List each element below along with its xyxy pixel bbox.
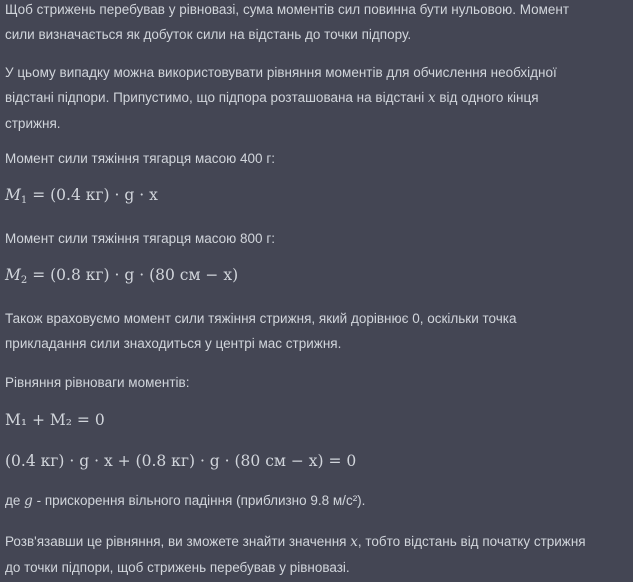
- paragraph-2-line-2-start: відстані підпори. Припустимо, що підпора розташована на відстані: [5, 90, 425, 105]
- equation-2-symbol: M: [5, 266, 21, 284]
- equation-1-symbol: M: [5, 186, 21, 204]
- paragraph-2-line-1: У цьому випадку можна використовувати рівняння моментів для обчислення необхідної: [5, 65, 557, 80]
- equation-2-rhs: = (0.8 кг) · g · (80 см − x): [32, 266, 239, 284]
- paragraph-3: Момент сили тяжіння тягарця масою 400 г:: [5, 151, 275, 166]
- paragraph-6: Рівняння рівноваги моментів:: [5, 375, 190, 390]
- equation-2-subscript: 2: [20, 275, 28, 286]
- paragraph-5-line-1: Також враховуємо момент сили тяжіння стрижня, який дорівнює 0, оскільки точка: [5, 311, 517, 326]
- paragraph-1-line-2: сили визначається як добуток сили на відстань до точки підпору.: [5, 27, 412, 42]
- paragraph-8-line-1-start: Розв'язавши це рівняння, ви зможете знайти значення: [5, 534, 347, 549]
- equation-moment-1: [5, 186, 158, 206]
- paragraph-8-line-1-end: , тобто відстань від початку стрижня: [357, 534, 586, 549]
- equation-expanded: (0.4 кг) · g · x + (0.8 кг) · g · (80 см − x) = 0: [5, 452, 357, 470]
- variable-x-2: x: [350, 534, 358, 550]
- variable-x: x: [427, 90, 436, 106]
- paragraph-7-suffix: - прискорення вільного падіння (приблизно 9.8 м/с²).: [36, 493, 366, 508]
- equation-moment-2: [5, 266, 238, 286]
- equation-1-rhs: = (0.4 кг) · g · x: [32, 186, 158, 204]
- variable-g: g: [24, 493, 33, 509]
- paragraph-2-line-2: [5, 85, 557, 111]
- paragraph-8-line-2: до точки підпори, щоб стрижень перебував у рівновазі.: [5, 560, 350, 575]
- paragraph-8: [5, 529, 586, 580]
- equation-equilibrium: M₁ + M₂ = 0: [5, 411, 105, 429]
- paragraph-1-line-1: Щоб стрижень перебував у рівновазі, сума моментів сил повинна бути нульовою. Момент: [5, 2, 570, 17]
- paragraph-7: [5, 488, 365, 514]
- paragraph-7-prefix: де: [5, 493, 21, 508]
- paragraph-5: [5, 306, 517, 356]
- paragraph-8-line-1: [5, 529, 586, 555]
- equation-1-subscript: 1: [20, 195, 28, 206]
- paragraph-2-line-2-end: від одного кінця: [439, 90, 539, 105]
- paragraph-2: [5, 60, 557, 136]
- paragraph-2-line-3: стрижня.: [5, 116, 61, 131]
- paragraph-5-line-2: прикладання сили знаходиться у центрі мас стрижня.: [5, 336, 342, 351]
- paragraph-1: [5, 0, 569, 47]
- paragraph-4: Момент сили тяжіння тягарця масою 800 г:: [5, 231, 275, 246]
